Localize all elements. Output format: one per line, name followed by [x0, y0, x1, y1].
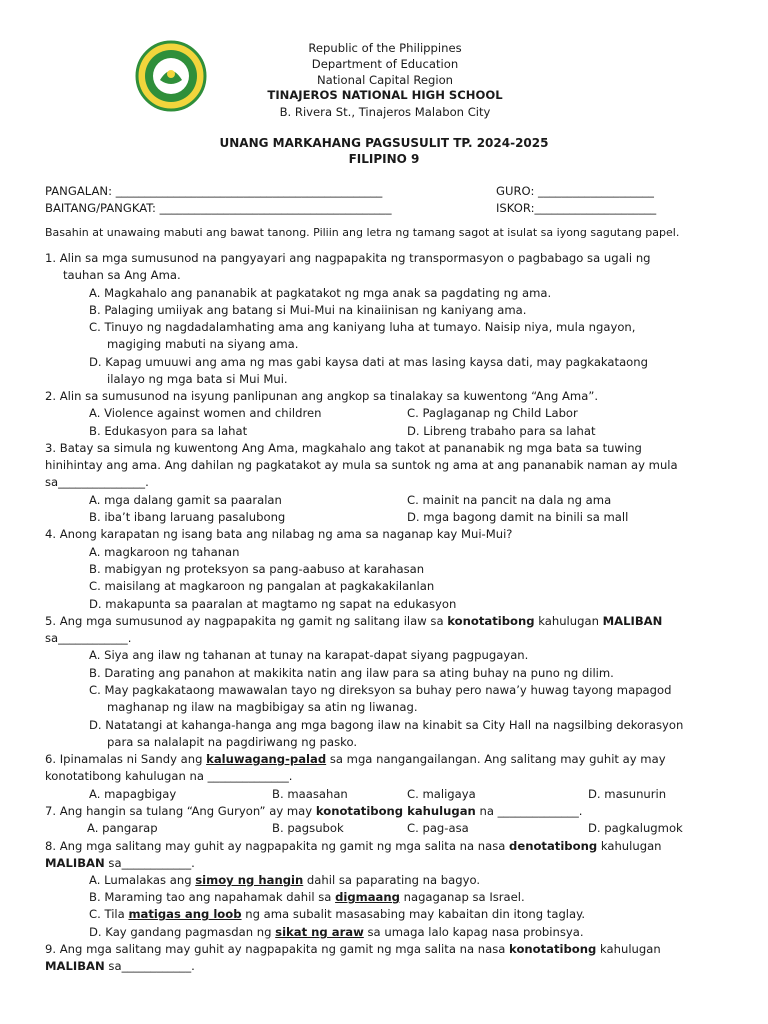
- q8-option-b: [89, 890, 525, 904]
- department-line: Department of Education: [311, 57, 459, 71]
- q8-d-text-post: sa umaga lalo kapag nasa probinsya.: [363, 925, 584, 939]
- q5-option-d: D. Natatangi at kahanga-hanga ang mga bagong ilaw na kinabit sa City Hall na nagsilbing dekorasyon: [89, 718, 684, 732]
- q7-text: 7. Ang hangin sa tulang “Ang Guryon” ay may: [45, 804, 316, 818]
- q5-text: 5. Ang mga sumusunod ay nagpapakita ng gamit ng salitang ilaw sa: [45, 614, 448, 628]
- q9-text: 9. Ang mga salitang may guhit ay nagpapakita ng gamit ng mga salita na nasa: [45, 942, 510, 956]
- q4-option-c: C. maisilang at magkaroon ng pangalan at pagkakakilanlan: [89, 579, 435, 593]
- q8-text-post: kahulugan: [597, 839, 662, 853]
- republic-line: Republic of the Philippines: [308, 41, 462, 55]
- q6-underlined-word: kaluwagang-palad: [206, 752, 327, 766]
- question-1-cont: tauhan sa Ang Ama.: [63, 268, 181, 282]
- q7-text-post: na ______________.: [475, 804, 583, 818]
- q8-keyword: denotatibong: [509, 839, 598, 853]
- region-line: National Capital Region: [316, 73, 454, 87]
- q8-c-underlined: matigas ang loob: [128, 907, 242, 921]
- q7-option-d: D. pagkalugmok: [588, 821, 683, 835]
- school-name: TINAJEROS NATIONAL HIGH SCHOOL: [267, 88, 503, 102]
- q5-option-d-cont: para sa nalalapit na pagdiriwang ng pasko.: [107, 735, 358, 749]
- question-3-cont: hinihintay ang ama. Ang dahilan ng pagkatakot ay mula sa suntok ng ama at ang pananabik naman ay mula: [45, 458, 678, 472]
- q2-option-a: A. Violence against women and children: [89, 406, 322, 420]
- q6-text-post: sa mga nangangailangan. Ang salitang may guhit ay may: [326, 752, 666, 766]
- q8-option-c: [89, 907, 585, 921]
- question-1: 1. Alin sa mga sumusunod na pangyayari ang nagpapakita ng transpormasyon o pagbabago sa ugali ng: [45, 251, 651, 265]
- q7-keyword: konotatibong kahulugan: [315, 804, 476, 818]
- q8-d-underlined: sikat ng araw: [275, 925, 364, 939]
- q5-keyword: konotatibong: [447, 614, 535, 628]
- question-8: [45, 839, 662, 853]
- instructions: Basahin at unawaing mabuti ang bawat tanong. Piliin ang letra ng tamang sagot at isulat sa iyong sagutang papel.: [45, 226, 680, 239]
- score-field[interactable]: ISKOR:_____________________: [496, 201, 657, 215]
- q9-blank: sa____________.: [104, 959, 195, 973]
- q8-c-text: C. Tila: [89, 907, 129, 921]
- q8-b-text-post: nagaganap sa Israel.: [399, 890, 525, 904]
- q8-a-text-post: dahil sa paparating na bagyo.: [303, 873, 481, 887]
- q8-option-a: [89, 873, 480, 887]
- question-5: [45, 614, 662, 628]
- q7-option-a: A. pangarap: [87, 821, 158, 835]
- q8-text: 8. Ang mga salitang may guhit ay nagpapakita ng gamit ng mga salita na nasa: [45, 839, 510, 853]
- question-3-blank: sa_______________.: [45, 475, 149, 489]
- q1-option-a: A. Magkahalo ang pananabik at pagkatakot ng mga anak sa pagdating ng ama.: [89, 286, 552, 300]
- q9-keyword: konotatibong: [509, 942, 597, 956]
- q1-option-c: C. Tinuyo ng nagdadalamhating ama ang kaniyang luha at tumayo. Naisip niya, mula ngayon,: [89, 320, 636, 334]
- q4-option-b: B. mabigyan ng proteksyon sa pang-aabuso at karahasan: [89, 562, 425, 576]
- q1-option-d: D. Kapag umuuwi ang ama ng mas gabi kaysa dati at mas lasing kaysa dati, may pagkakataong: [89, 355, 648, 369]
- q5-text-mid: kahulugan: [534, 614, 603, 628]
- q8-option-d: [89, 925, 584, 939]
- q1-option-c-cont: magiging mabuti na siyang ama.: [107, 337, 299, 351]
- q8-b-underlined: digmaang: [335, 890, 400, 904]
- school-address: B. Rivera St., Tinajeros Malabon City: [279, 105, 491, 119]
- q8-c-text-post: ng ama subalit masasabing may kabaitan din itong taglay.: [241, 907, 586, 921]
- q3-option-a: A. mga dalang gamit sa paaralan: [89, 493, 282, 507]
- q8-blank: sa____________.: [104, 856, 195, 870]
- q8-a-text: A. Lumalakas ang: [89, 873, 196, 887]
- q5-except: MALIBAN: [602, 614, 663, 628]
- q6-option-d: D. masunurin: [588, 787, 667, 801]
- question-6: [45, 752, 666, 766]
- q8-except: MALIBAN: [45, 856, 105, 870]
- q7-option-b: B. pagsubok: [272, 821, 344, 835]
- q3-option-c: C. mainit na pancit na dala ng ama: [407, 493, 612, 507]
- q8-a-underlined: simoy ng hangin: [195, 873, 304, 887]
- question-3: 3. Batay sa simula ng kuwentong Ang Ama, magkahalo ang takot at pananabik ng mga bata sa tuwing: [45, 441, 642, 455]
- q1-option-b: B. Palaging umiiyak ang batang si Mui-Mui na kinaiinisan ng kaniyang ama.: [89, 303, 527, 317]
- q8-d-text: D. Kay gandang pagmasdan ng: [89, 925, 276, 939]
- question-2: 2. Alin sa sumusunod na isyung panlipunan ang angkop sa tinalakay sa kuwentong “Ang Ama”.: [45, 389, 599, 403]
- q2-option-c: C. Paglaganap ng Child Labor: [407, 406, 578, 420]
- q8-b-text: B. Maraming tao ang napahamak dahil sa: [89, 890, 336, 904]
- question-4: 4. Anong karapatan ng isang bata ang nilabag ng ama sa naganap kay Mui-Mui?: [45, 527, 513, 541]
- q7-option-c: C. pag-asa: [407, 821, 469, 835]
- teacher-field[interactable]: GURO: ____________________: [496, 184, 654, 198]
- q5-option-c: C. May pagkakataong mawawalan tayo ng direksyon sa buhay pero nawa’y huwag tayong mapagod: [89, 683, 672, 697]
- name-field[interactable]: PANGALAN: ______________________________________________: [45, 184, 383, 198]
- q9-text-post: kahulugan: [596, 942, 661, 956]
- grade-section-field[interactable]: BAITANG/PANGKAT: ________________________________________: [45, 201, 392, 215]
- question-7: [45, 804, 582, 818]
- question-6-cont: konotatibong kahulugan na ______________.: [45, 769, 293, 783]
- question-5-blank: sa____________.: [45, 631, 132, 645]
- school-seal-icon: [134, 40, 208, 112]
- question-9-blank: [45, 959, 195, 973]
- q1-option-d-cont: ilalayo ng mga bata si Mui Mui.: [107, 372, 288, 386]
- q3-option-d: D. mga bagong damit na binili sa mall: [407, 510, 629, 524]
- q5-option-b: B. Darating ang panahon at makikita natin ang ilaw para sa ating buhay na puno ng dilim.: [89, 666, 614, 680]
- q9-except: MALIBAN: [45, 959, 105, 973]
- question-9: [45, 942, 661, 956]
- exam-title: UNANG MARKAHANG PAGSUSULIT TP. 2024-2025: [219, 136, 549, 150]
- q6-text: 6. Ipinamalas ni Sandy ang: [45, 752, 207, 766]
- q3-option-b: B. iba’t ibang laruang pasalubong: [89, 510, 286, 524]
- q4-option-a: A. magkaroon ng tahanan: [89, 545, 240, 559]
- q6-option-b: B. maasahan: [272, 787, 348, 801]
- q4-option-d: D. makapunta sa paaralan at magtamo ng sapat na edukasyon: [89, 597, 457, 611]
- q6-option-a: A. mapagbigay: [89, 787, 177, 801]
- exam-subject: FILIPINO 9: [348, 152, 420, 166]
- q5-option-c-cont: maghanap ng ilaw na magbibigay sa atin ng liwanag.: [107, 700, 418, 714]
- q5-option-a: A. Siya ang ilaw ng tahanan at tunay na karapat-dapat siyang pagpugayan.: [89, 648, 529, 662]
- q2-option-d: D. Libreng trabaho para sa lahat: [407, 424, 596, 438]
- q2-option-b: B. Edukasyon para sa lahat: [89, 424, 248, 438]
- question-8-blank: [45, 856, 195, 870]
- q6-option-c: C. maligaya: [407, 787, 476, 801]
